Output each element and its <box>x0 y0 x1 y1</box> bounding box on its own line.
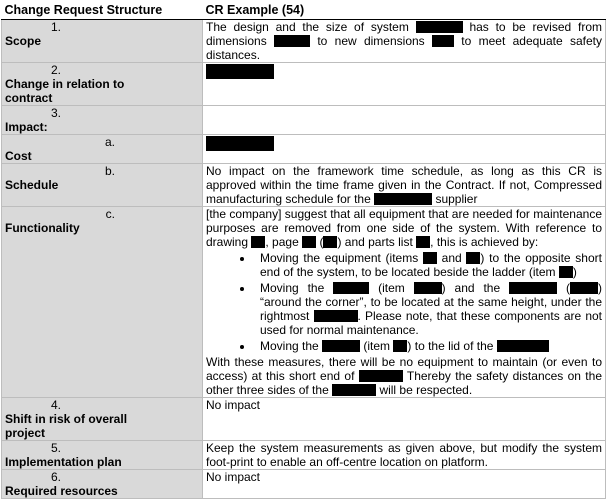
row-resources <box>2 470 606 499</box>
header-structure: Change Request Structure <box>2 1 203 20</box>
redaction <box>432 35 454 47</box>
header-cr-example: CR Example (54) <box>203 1 606 20</box>
redaction <box>322 340 360 352</box>
row-number: 4. <box>50 398 61 412</box>
functionality-conclusion: With these measures, there will be no equipment to maintain (or even to access) at this short end of Thereby the safety distances on the other three sides of the will be respected. <box>206 355 602 397</box>
change-request-table <box>1 1 606 499</box>
row-number: 2. <box>50 63 61 77</box>
row-schedule <box>2 164 606 207</box>
redaction <box>416 21 463 33</box>
row-label-schedule: Schedule <box>5 178 59 192</box>
row-number: 5. <box>50 441 61 455</box>
row-label-scope: Scope <box>5 34 42 48</box>
row-label-change: Change in relation to contract <box>5 77 125 105</box>
row-label-risk: Shift in risk of overall project <box>5 412 128 440</box>
functionality-intro: [the company] suggest that all equipment that are needed for maintenance purposes are removed from one side of the system. With reference to drawing , page ( ) and parts list , this is achieved by: <box>206 207 602 249</box>
redaction <box>466 252 480 264</box>
row-number: 6. <box>50 470 61 484</box>
redaction <box>359 370 403 382</box>
redaction <box>206 136 274 151</box>
redaction <box>497 340 549 352</box>
implementation-value: Keep the system measurements as given above, but modify the system foot-print to enable an off-centre location on platform. <box>203 441 606 470</box>
redaction <box>206 64 274 79</box>
row-label-impact: Impact: <box>5 120 48 134</box>
list-item: • Moving the (item ) and the ( ) “around the corner”, to be located at the same height, under the rightmost . Please note, that these components are not used for normal maintenance. <box>254 281 602 337</box>
redaction <box>559 266 573 278</box>
row-change-contract <box>2 63 606 106</box>
redaction <box>374 193 432 205</box>
scope-text: The design and the size of system has to be revised from dimensions to new dimensions to meet adequate safety distances. <box>203 20 606 63</box>
redaction <box>423 252 437 264</box>
schedule-text: No impact on the framework time schedule, as long as this CR is approved within the time frame given in the Contract. If not, Compressed manufacturing schedule for the supplier <box>203 164 606 207</box>
redaction <box>570 282 598 294</box>
row-number: c. <box>105 207 115 221</box>
row-label-resources: Required resources <box>5 484 118 498</box>
row-number: a. <box>104 135 115 149</box>
redaction <box>274 35 310 47</box>
row-scope <box>2 20 606 63</box>
row-implementation <box>2 441 606 470</box>
row-number: 1. <box>50 20 61 34</box>
functionality-bullets <box>206 251 602 353</box>
resources-value: No impact <box>203 470 606 499</box>
redaction <box>251 236 265 248</box>
redaction <box>333 282 369 294</box>
redaction <box>509 282 557 294</box>
row-functionality <box>2 207 606 398</box>
row-impact <box>2 106 606 135</box>
risk-value: No impact <box>203 398 606 441</box>
row-number: b. <box>104 164 115 178</box>
list-item: • Moving the (item ) to the lid of the <box>254 339 602 353</box>
redaction <box>393 340 407 352</box>
row-risk <box>2 398 606 441</box>
row-label-cost: Cost <box>5 149 32 163</box>
redaction <box>323 236 337 248</box>
redaction <box>332 384 376 396</box>
redaction <box>414 282 442 294</box>
row-label-functionality: Functionality <box>5 221 80 235</box>
functionality-text <box>203 207 606 398</box>
redaction <box>302 236 316 248</box>
redaction <box>416 236 430 248</box>
redaction <box>314 310 358 322</box>
row-label-implementation: Implementation plan <box>5 455 122 469</box>
table-header-row <box>2 1 606 20</box>
row-number: 3. <box>50 106 61 120</box>
list-item: • Moving the equipment (items and ) to the opposite short end of the system, to be located beside the ladder (item ) <box>254 251 602 279</box>
row-cost <box>2 135 606 164</box>
